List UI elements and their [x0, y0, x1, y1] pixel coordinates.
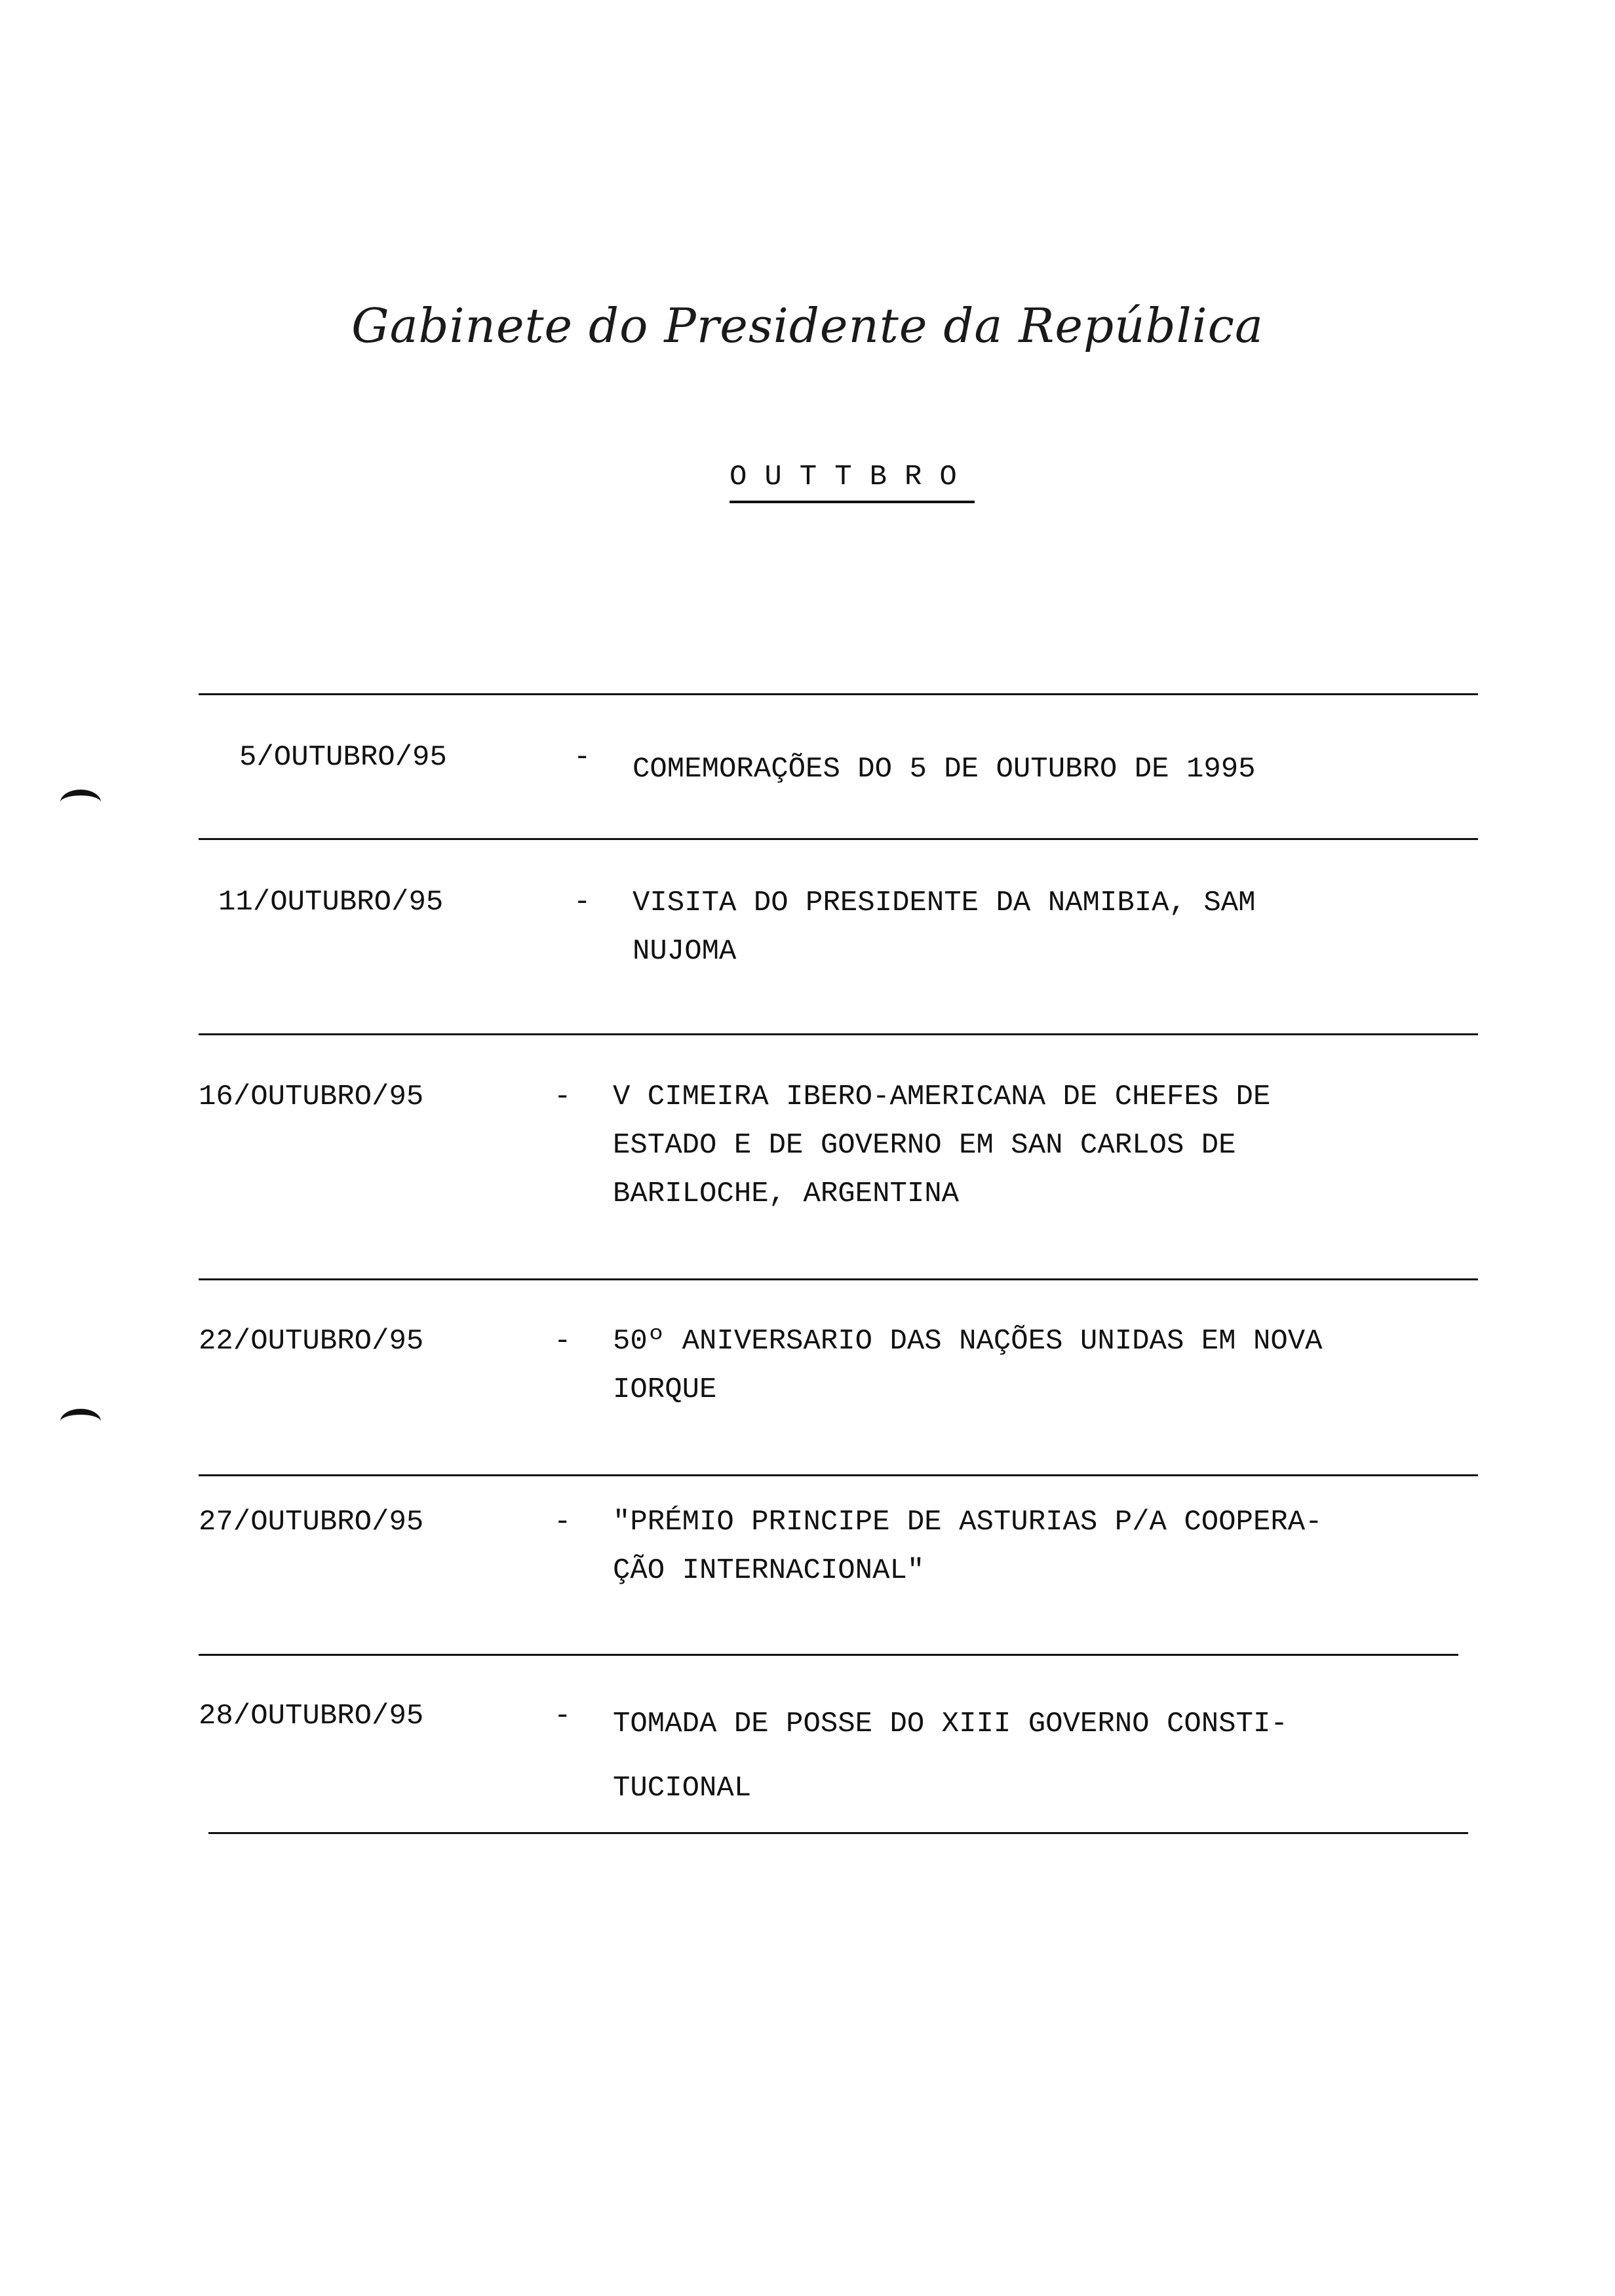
event-date: 27/OUTUBRO/95 [199, 1506, 424, 1539]
event-dash: - [574, 886, 591, 919]
event-date: 5/OUTUBRO/95 [239, 741, 447, 774]
event-date: 22/OUTUBRO/95 [199, 1325, 424, 1358]
event-dash: - [574, 741, 591, 774]
event-description: TOMADA DE POSSE DO XIII GOVERNO CONSTI- TUCIONAL [613, 1708, 1288, 1805]
divider [199, 1474, 1478, 1476]
divider [208, 1832, 1468, 1834]
event-description: COMEMORAÇÕES DO 5 DE OUTUBRO DE 1995 [632, 753, 1256, 786]
event-date: 11/OUTUBRO/95 [218, 886, 444, 919]
event-date: 16/OUTUBRO/95 [199, 1081, 424, 1113]
event-description: V CIMEIRA IBERO-AMERICANA DE CHEFES DE ESTADO E DE GOVERNO EM SAN CARLOS DE BARILOCHE, ARGENTINA [613, 1081, 1271, 1210]
punch-hole-mark [60, 1409, 101, 1434]
event-dash: - [554, 1506, 572, 1539]
event-dash: - [554, 1325, 572, 1358]
divider [199, 838, 1478, 840]
event-dash: - [554, 1700, 572, 1732]
letterhead: Gabinete do Presidente da República [351, 298, 1264, 353]
punch-hole-mark [60, 790, 101, 815]
event-dash: - [554, 1081, 572, 1113]
divider [199, 1278, 1478, 1280]
divider [199, 1654, 1458, 1656]
event-date: 28/OUTUBRO/95 [199, 1700, 424, 1732]
divider [199, 693, 1478, 695]
page-title: OUTTBRO [730, 459, 975, 503]
event-description: 50º ANIVERSARIO DAS NAÇÕES UNIDAS EM NOVA IORQUE [613, 1325, 1323, 1406]
event-description: "PRÉMIO PRINCIPE DE ASTURIAS P/A COOPERA- ÇÃO INTERNACIONAL" [613, 1506, 1323, 1587]
divider [199, 1033, 1478, 1035]
event-description: VISITA DO PRESIDENTE DA NAMIBIA, SAM NUJOMA [632, 887, 1256, 968]
